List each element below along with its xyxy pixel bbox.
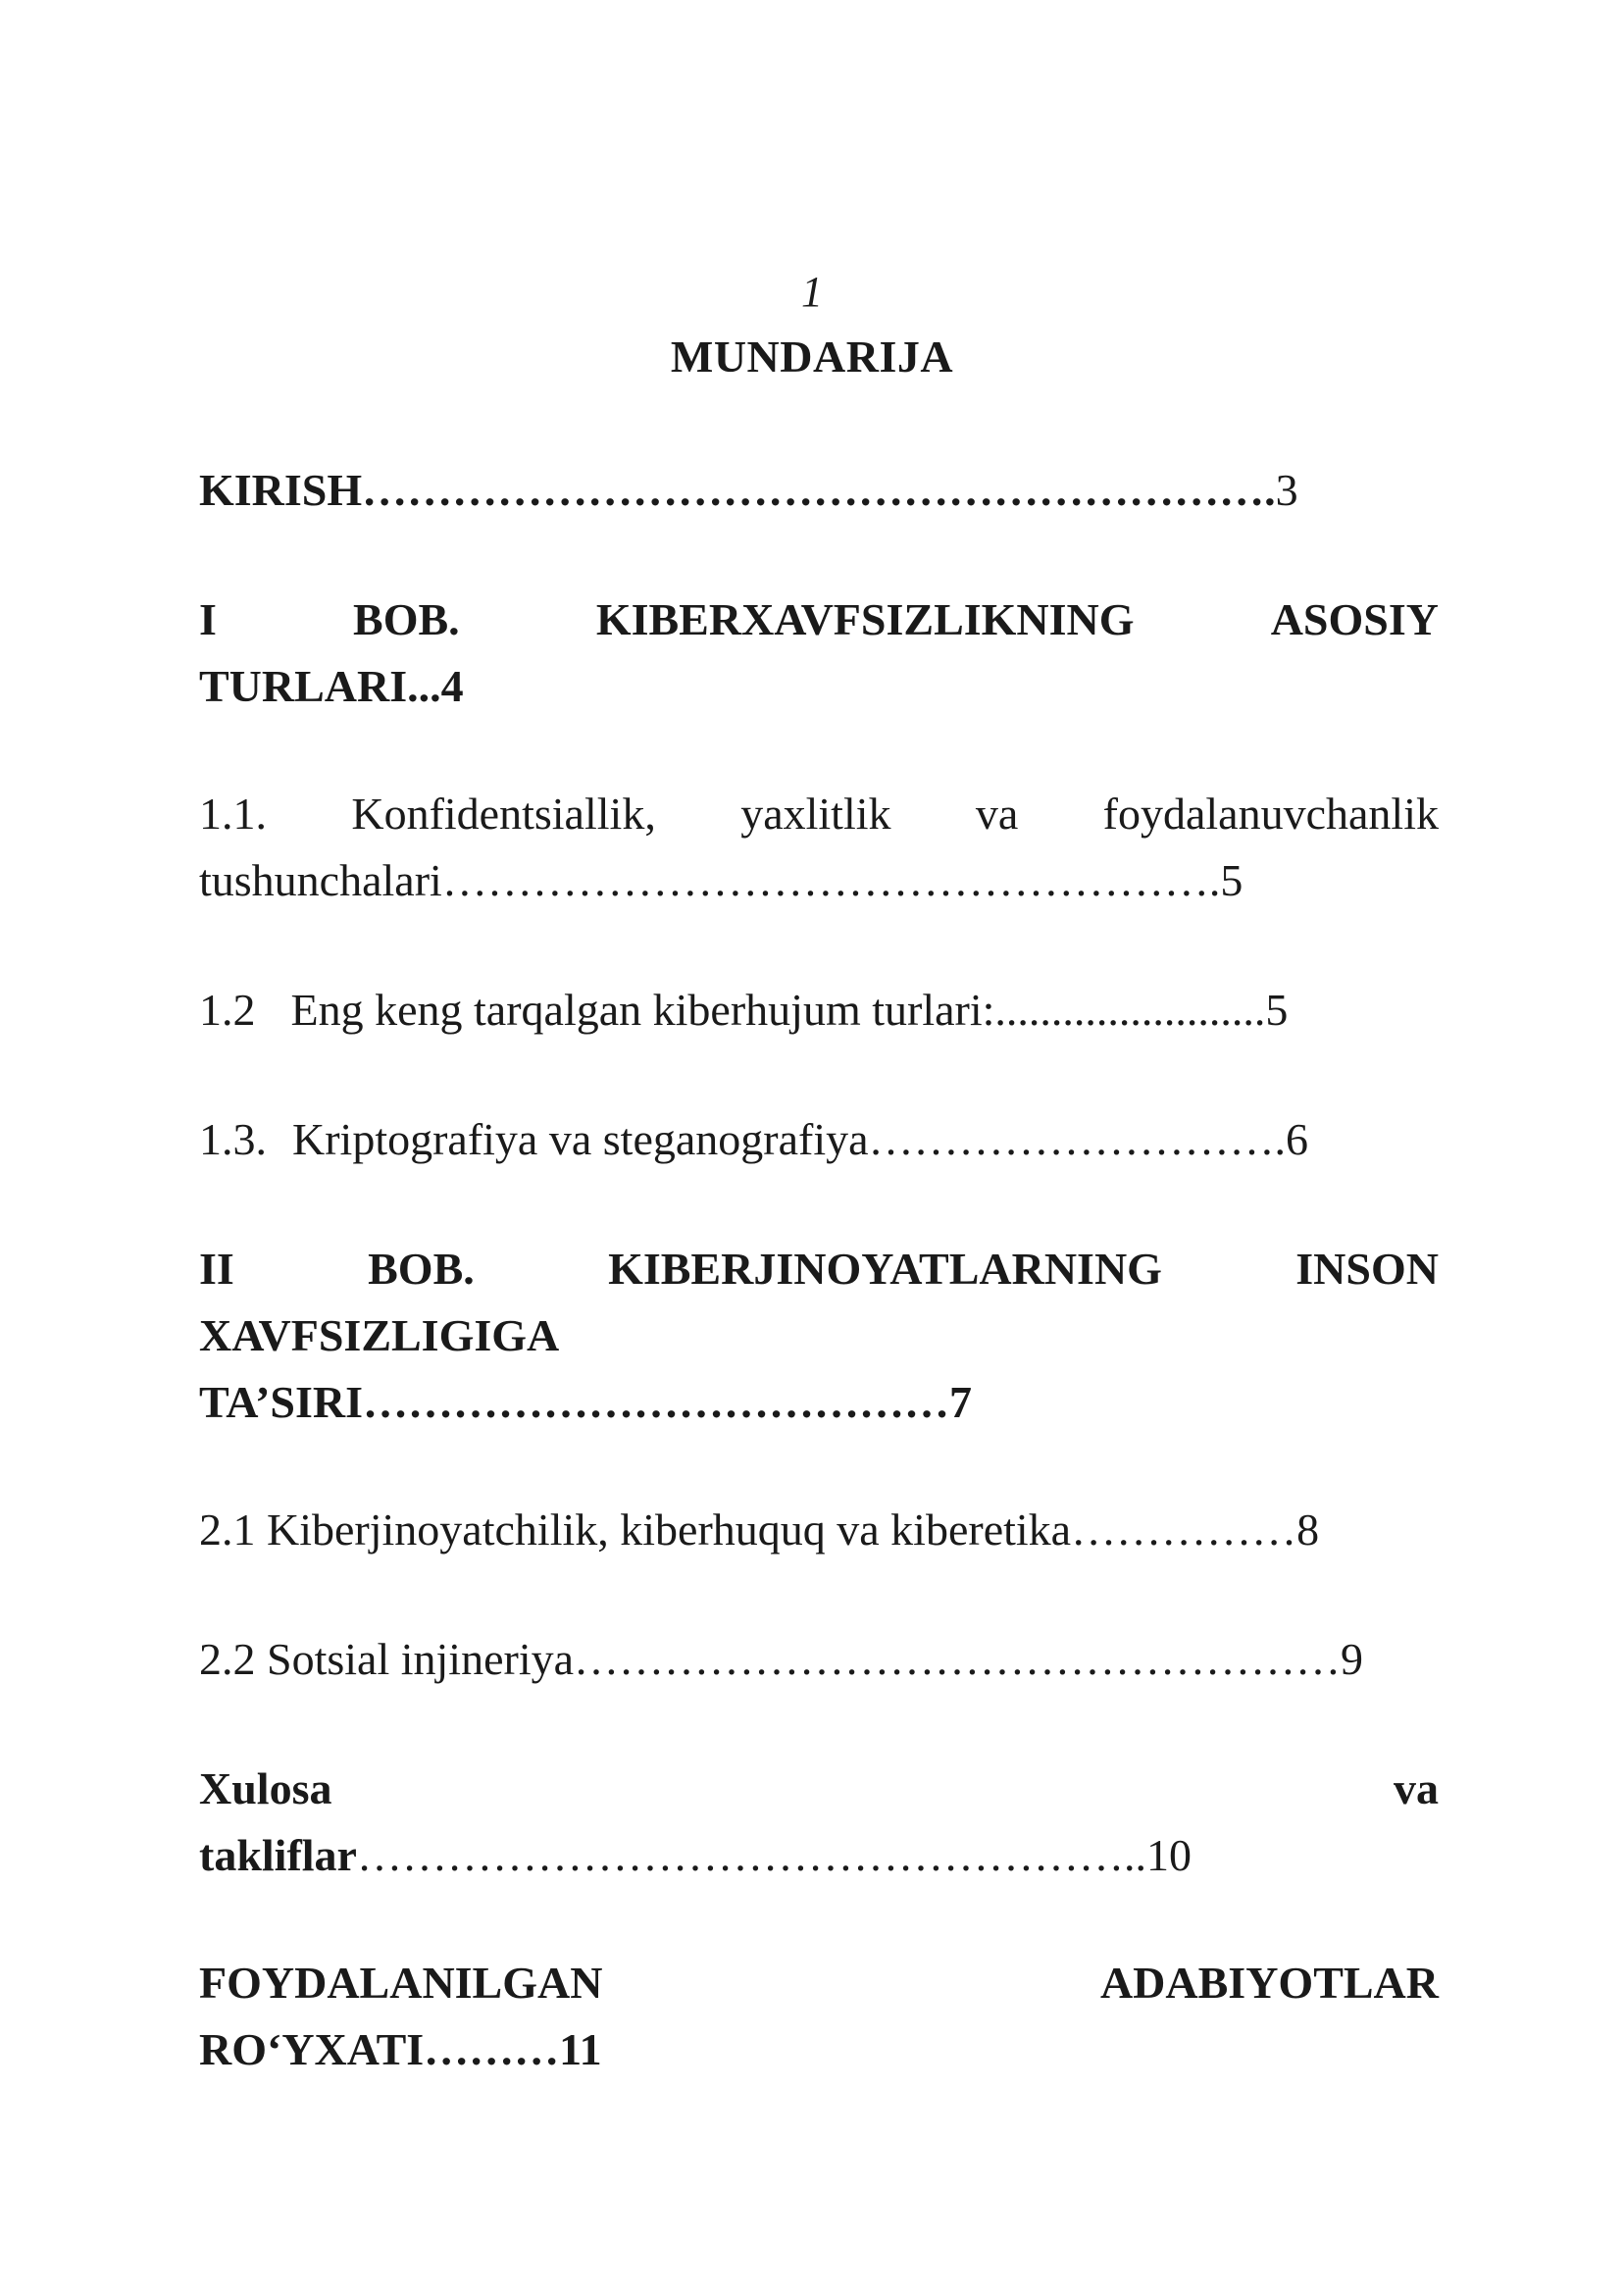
toc-leader-dots: ………………………. — [868, 1114, 1287, 1164]
toc-leader-dots: ........................ — [994, 985, 1266, 1035]
page-number: 1 — [801, 268, 823, 316]
toc-entry-label: 2.1 Kiberjinoyatchilik, kiberhuquq va kiberetika — [199, 1504, 1072, 1555]
toc-entry-line — [199, 1756, 1439, 1822]
toc-page-number: 10 — [1145, 1830, 1192, 1880]
toc-word: I — [199, 594, 217, 644]
toc-entry-label: KIRISH — [199, 465, 363, 515]
toc-word: 1.1. — [199, 789, 267, 839]
toc-word: BOB. — [368, 1244, 475, 1294]
toc-entry-chapter-2[interactable] — [199, 1236, 1439, 1436]
toc-entry-label: 2.2 Sotsial injineriya — [199, 1634, 575, 1684]
toc-page-number: 5 — [1265, 985, 1289, 1035]
toc-word: FOYDALANILGAN — [199, 1958, 603, 2008]
toc-entry-section-2-2[interactable] — [199, 1626, 1439, 1693]
toc-section-number: 1.2 — [199, 985, 256, 1035]
toc-section-number: 1.3. — [199, 1114, 267, 1164]
toc-entry-label: Eng keng tarqalgan kiberhujum turlari: — [290, 985, 995, 1035]
toc-word: va — [1394, 1763, 1439, 1813]
toc-entry-section-1-1[interactable] — [199, 781, 1439, 914]
toc-entry-references[interactable] — [199, 1950, 1439, 2083]
toc-entry-label: takliflar — [199, 1830, 357, 1880]
toc-page-number: 9 — [1341, 1634, 1364, 1684]
page-title: MUNDARIJA — [670, 331, 954, 382]
toc-page-number: 6 — [1286, 1114, 1309, 1164]
toc-entry-section-2-1[interactable] — [199, 1497, 1439, 1563]
toc-page-number: 3 — [1275, 465, 1298, 515]
toc-entry-label: TA’SIRI — [199, 1377, 363, 1427]
toc-entry-kirish[interactable] — [199, 457, 1439, 524]
toc-word: foydalanuvchanlik — [1102, 789, 1439, 839]
toc-entry-line: TURLARI...4 — [199, 661, 464, 711]
toc-leader-dots: ……………………………………………………. — [362, 465, 1276, 515]
toc-word: ADABIYOTLAR — [1099, 1958, 1439, 2008]
toc-entry-line: XAVFSIZLIGIGA — [199, 1310, 560, 1360]
toc-entry-line — [199, 781, 1439, 847]
toc-word: KIBERJINOYATLARNING — [608, 1244, 1162, 1294]
toc-word: yaxlitlik — [740, 789, 891, 839]
toc-entry-label: Kriptografiya va steganografiya — [292, 1114, 869, 1164]
toc-leader-dots: …………… — [1071, 1504, 1297, 1555]
toc-entry-chapter-1[interactable] — [199, 586, 1439, 720]
toc-entry-line — [199, 586, 1439, 653]
toc-word: INSON — [1295, 1244, 1439, 1294]
toc-word: Konfidentsiallik, — [351, 789, 656, 839]
toc-leader-dots: ………………………………… — [363, 1377, 949, 1427]
toc-page-number: 5 — [1220, 855, 1243, 905]
toc-entry-line: RO‘YXATI………11 — [199, 2024, 602, 2074]
toc-entry-line — [199, 1950, 1439, 2016]
toc-entry-section-1-3[interactable] — [199, 1106, 1439, 1173]
toc-entry-line — [199, 1236, 1439, 1302]
toc-word: II — [199, 1244, 234, 1294]
toc-word: ASOSIY — [1270, 594, 1439, 644]
toc-word: Xulosa — [199, 1763, 332, 1813]
toc-word: KIBERXAVFSIZLIKNING — [595, 594, 1135, 644]
toc-leader-dots: …………………………………………… — [574, 1634, 1342, 1684]
toc-word: va — [975, 789, 1019, 839]
toc-page-number: 7 — [949, 1377, 972, 1427]
toc-entry-conclusion[interactable] — [199, 1756, 1439, 1889]
toc-word: BOB. — [353, 594, 460, 644]
toc-entry-label: tushunchalari — [199, 855, 442, 905]
toc-leader-dots: …………………………………………….. — [356, 1830, 1146, 1880]
toc-page-number: 8 — [1296, 1504, 1320, 1555]
toc-entry-section-1-2[interactable] — [199, 977, 1439, 1044]
toc-leader-dots: ……………………………………………. — [441, 855, 1221, 905]
